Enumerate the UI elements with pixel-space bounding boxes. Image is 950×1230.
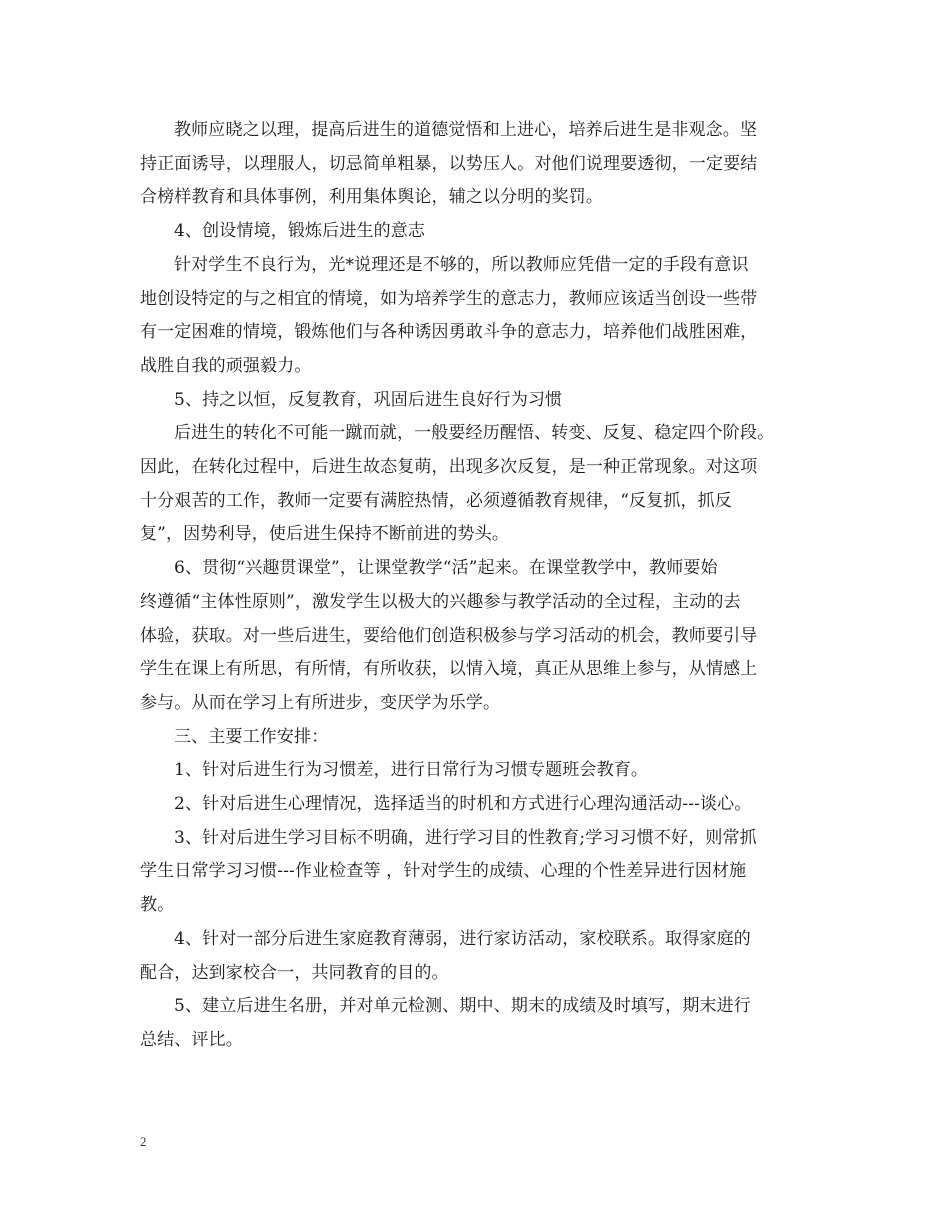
text-line: 参与。从而在学习上有所进步，变厌学为乐学。: [140, 692, 501, 713]
text-line: 6、贯彻“兴趣贯课堂”，让课堂教学“活”起来。在课堂教学中，教师要始: [174, 558, 718, 579]
text-line: 教。: [140, 895, 175, 916]
text-line: 战胜自我的顽强毅力。: [140, 355, 312, 376]
paragraph-p4: [140, 552, 812, 721]
text-line: 后进生的转化不可能一蹴而就，一般要经历醒悟、转变、反复、稳定四个阶段。: [174, 423, 775, 444]
text-line: 针对学生不良行为，光*说理还是不够的，所以教师应凭借一定的手段有意识: [174, 254, 749, 275]
text-line: 学生日常学习习惯---作业检查等 ，针对学生的成绩、心理的个性差异进行因材施: [140, 861, 747, 882]
text-line: 教师应晓之以理，提高后进生的道德觉悟和上进心，培养后进生是非观念。坚: [174, 120, 758, 140]
paragraph-p3: [140, 417, 812, 552]
text-line: 复”，因势利导，使后进生保持不断前进的势头。: [140, 524, 509, 545]
text-line: 1、针对后进生行为习惯差，进行日常行为习惯专题班会教育。: [174, 760, 649, 781]
paragraph-p2: [140, 249, 812, 384]
paragraph-h4: [140, 215, 812, 249]
text-line: 4、创设情境，锻炼后进生的意志: [174, 221, 426, 242]
text-line: 2、针对后进生心理情况，选择适当的时机和方式进行心理沟通活动---谈心。: [174, 794, 752, 815]
paragraph-i3: [140, 822, 812, 923]
document-body: [140, 114, 812, 1058]
text-line: 持正面诱导，以理服人，切忌简单粗暴，以势压人。对他们说理要透彻，一定要结: [140, 153, 758, 174]
paragraph-i4: [140, 923, 812, 990]
text-line: 学生在课上有所思，有所情，有所收获，以情入境，真正从思维上参与，从情感上: [140, 659, 758, 680]
paragraph-i5: [140, 990, 812, 1057]
paragraph-h5: [140, 384, 812, 418]
paragraph-h3: [140, 721, 812, 755]
text-line: 地创设特定的与之相宜的情境，如为培养学生的意志力，教师应该适当创设一些带: [140, 288, 758, 309]
text-line: 总结、评比。: [140, 1029, 243, 1050]
text-line: 合榜样教育和具体事例，利用集体舆论，辅之以分明的奖罚。: [140, 187, 604, 208]
page-number: 2: [140, 1134, 147, 1149]
paragraph-p1: [140, 114, 812, 215]
text-line: 5、建立后进生名册，并对单元检测、期中、期末的成绩及时填写，期末进行: [174, 996, 751, 1017]
text-line: 5、持之以恒，反复教育，巩固后进生良好行为习惯: [174, 389, 563, 410]
text-line: 三、主要工作安排：: [174, 726, 329, 747]
text-line: 有一定困难的情境，锻炼他们与各种诱因勇敢斗争的意志力，培养他们战胜困难，: [140, 322, 758, 343]
text-line: 4、针对一部分后进生家庭教育薄弱，进行家访活动，家校联系。取得家庭的: [174, 928, 751, 949]
text-line: 因此，在转化过程中，后进生故态复萌，出现多次反复，是一种正常现象。对这项: [140, 457, 758, 478]
paragraph-i1: [140, 754, 812, 788]
text-line: 十分艰苦的工作，教师一定要有满腔热情，必须遵循教育规律，“反复抓，抓反: [140, 490, 732, 511]
text-line: 体验，获取。对一些后进生，要给他们创造积极参与学习活动的机会，教师要引导: [140, 625, 758, 646]
text-line: 3、针对后进生学习目标不明确，进行学习目的性教育;学习习惯不好，则常抓: [174, 827, 757, 848]
paragraph-i2: [140, 788, 812, 822]
text-line: 终遵循“主体性原则”，激发学生以极大的兴趣参与教学活动的全过程，主动的去: [140, 591, 741, 612]
text-line: 配合，达到家校合一，共同教育的目的。: [140, 962, 449, 983]
